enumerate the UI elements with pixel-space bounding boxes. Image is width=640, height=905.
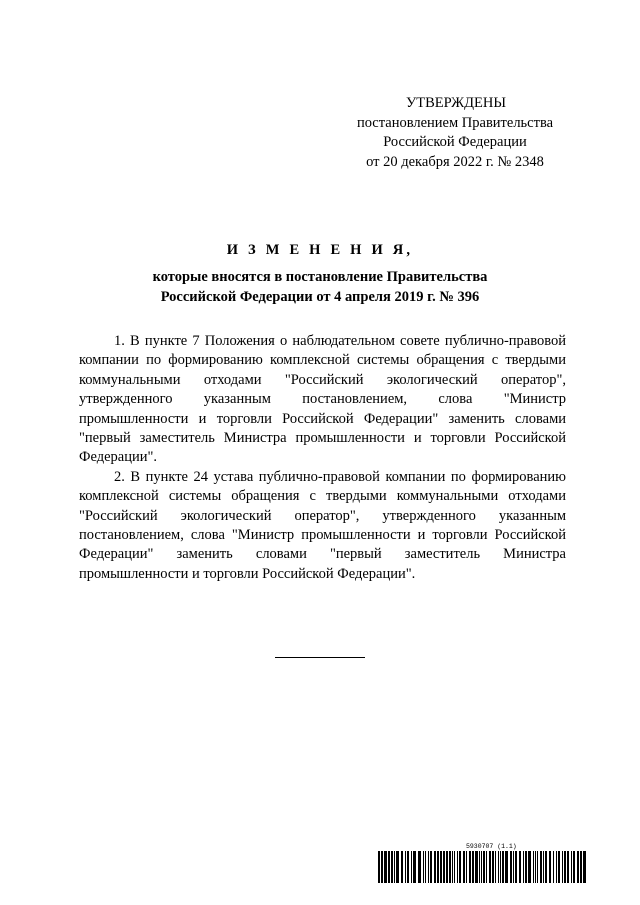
- barcode-bar: [513, 851, 514, 883]
- barcode-bar: [519, 851, 521, 883]
- document-subtitle-line-1: которые вносятся в постановление Правительства: [152, 269, 488, 285]
- barcode-bar: [495, 851, 496, 883]
- barcode-bar: [405, 851, 406, 883]
- barcode-bar: [553, 851, 554, 883]
- barcode-bar: [580, 851, 582, 883]
- barcode-bar: [413, 851, 416, 883]
- end-divider: [275, 657, 365, 658]
- barcode-bar: [388, 851, 390, 883]
- barcode-bar: [481, 851, 482, 883]
- barcode-bar: [500, 851, 501, 883]
- barcode-bar: [535, 851, 536, 883]
- barcode-bar: [423, 851, 424, 883]
- barcode-bar: [391, 851, 393, 883]
- approval-stamp: [340, 94, 570, 172]
- barcode-bar: [528, 851, 531, 883]
- barcode-bar: [384, 851, 387, 883]
- barcode-bar: [537, 851, 538, 883]
- barcode-bar: [558, 851, 560, 883]
- document-heading: [80, 240, 560, 307]
- barcode-graphic: [377, 851, 587, 883]
- barcode-bar: [486, 851, 487, 883]
- barcode-bar: [434, 851, 436, 883]
- barcode-bar: [567, 851, 569, 883]
- barcode-bar: [440, 851, 442, 883]
- barcode-bar: [502, 851, 504, 883]
- barcode-bar: [510, 851, 512, 883]
- barcode-bar: [533, 851, 534, 883]
- barcode-bar: [515, 851, 517, 883]
- barcode-bar: [562, 851, 563, 883]
- barcode-bar: [452, 851, 453, 883]
- barcode-bar: [475, 851, 478, 883]
- barcode-bar: [523, 851, 524, 883]
- barcode-bar: [401, 851, 403, 883]
- barcode-bar: [466, 851, 467, 883]
- barcode-bar: [545, 851, 547, 883]
- document-subtitle: [80, 268, 560, 307]
- approval-line-1: постановлением Правительства: [356, 114, 554, 131]
- document-subtitle-line-2: Российской Федерации от 4 апреля 2019 г. № 396: [160, 288, 480, 305]
- barcode-bar: [498, 851, 499, 883]
- barcode-bar: [492, 851, 494, 883]
- barcode-bar: [525, 851, 527, 883]
- barcode-bar: [577, 851, 579, 883]
- barcode-bar: [556, 851, 557, 883]
- barcode-bar: [454, 851, 455, 883]
- barcode-bar: [430, 851, 432, 883]
- barcode-bar: [443, 851, 445, 883]
- document-body: [79, 332, 566, 584]
- approval-line-2: Российской Федерации: [383, 134, 527, 150]
- document-title: И З М Е Н Е Н И Я,: [226, 242, 414, 258]
- barcode-number: 5930707 (1.1): [466, 843, 517, 850]
- barcode-bar: [394, 851, 395, 883]
- barcode-bar: [463, 851, 465, 883]
- barcode-bar: [564, 851, 566, 883]
- barcode-bar: [573, 851, 575, 883]
- barcode-bar: [472, 851, 474, 883]
- barcode-bar: [378, 851, 380, 883]
- paragraph-2: 2. В пункте 24 устава публично-правовой компании по формированию комплексной системы обращения с твердыми коммунальными отходами "Российский экологический оператор", утвержденного указанным постановлением, слова "Министр промышленности и торговли Российской Федерации" заменить словами "первый заместитель Министра промышленности и торговли Российской Федерации".: [79, 468, 566, 582]
- barcode-bar: [489, 851, 491, 883]
- barcode-bar: [459, 851, 461, 883]
- barcode-bar: [381, 851, 383, 883]
- barcode-bar: [583, 851, 586, 883]
- barcode-bar: [428, 851, 429, 883]
- barcode: [377, 851, 587, 883]
- barcode-bar: [479, 851, 480, 883]
- barcode-bar: [543, 851, 544, 883]
- barcode-bar: [411, 851, 412, 883]
- barcode-bar: [483, 851, 485, 883]
- barcode-bar: [457, 851, 458, 883]
- paragraph-1: 1. В пункте 7 Положения о наблюдательном совете публично-правовой компании по формированию комплексной системы обращения с твердыми коммунальными отходами "Российский экологический оператор", утвержденного указанным постановлением, слова "Министр промышленности и торговли Российской Федерации" заменить словами "первый заместитель Министра промышленности и торговли Российской Федерации".: [79, 333, 566, 466]
- barcode-bar: [571, 851, 572, 883]
- barcode-bar: [407, 851, 409, 883]
- barcode-bar: [549, 851, 551, 883]
- barcode-bar: [505, 851, 508, 883]
- barcode-bar: [469, 851, 471, 883]
- barcode-bar: [446, 851, 448, 883]
- barcode-bar: [437, 851, 439, 883]
- barcode-bar: [425, 851, 426, 883]
- barcode-bar: [449, 851, 451, 883]
- approval-line-3: от 20 декабря 2022 г. № 2348: [366, 153, 544, 170]
- barcode-bar: [418, 851, 421, 883]
- barcode-bar: [540, 851, 542, 883]
- barcode-bar: [396, 851, 399, 883]
- approval-title: УТВЕРЖДЕНЫ: [405, 95, 507, 111]
